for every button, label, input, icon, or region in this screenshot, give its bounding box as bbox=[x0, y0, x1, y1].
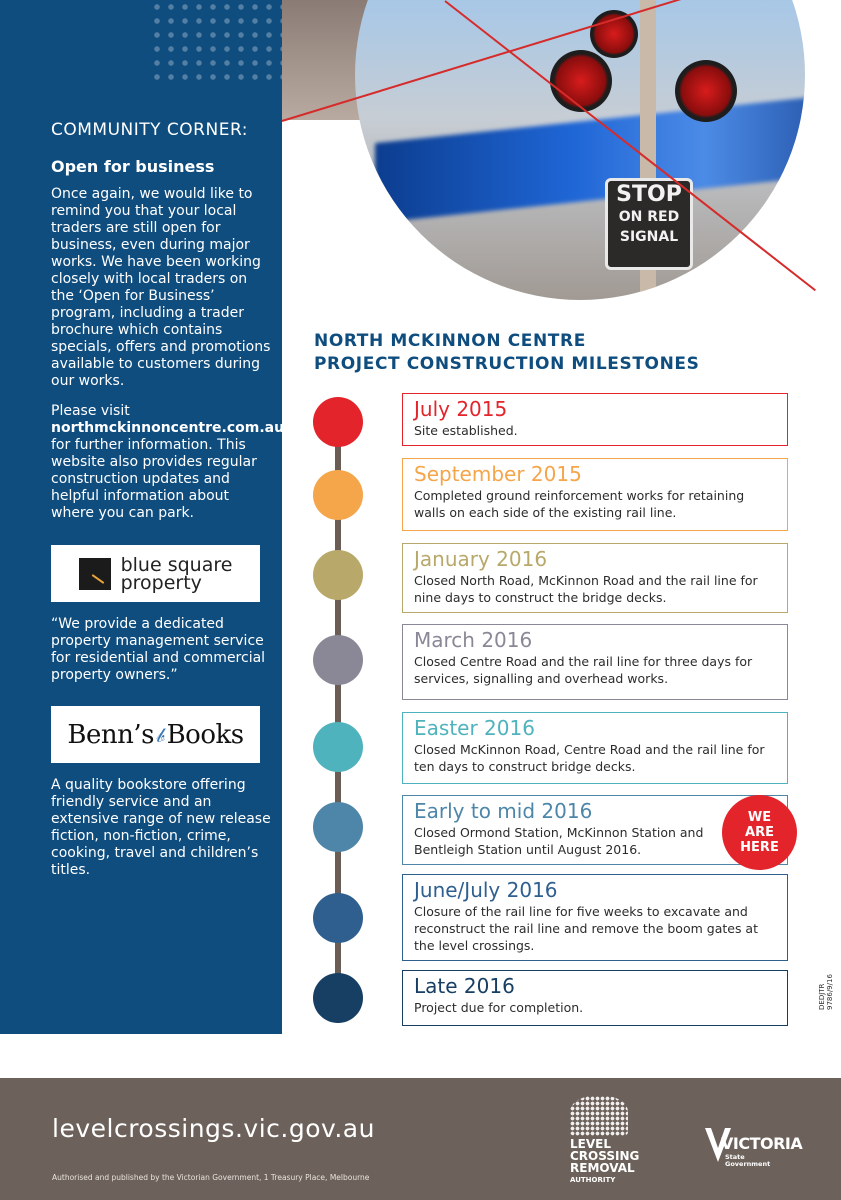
milestone-date: June/July 2016 bbox=[414, 878, 558, 902]
sign-line2: ON RED bbox=[618, 209, 680, 225]
milestone-date: January 2016 bbox=[414, 547, 548, 571]
milestone-card bbox=[402, 624, 788, 700]
milestones-title-line2: PROJECT CONSTRUCTION MILESTONES bbox=[314, 354, 700, 374]
we-are-here-badge bbox=[722, 795, 797, 870]
blue-square-line2: property bbox=[120, 571, 202, 594]
blue-square-line1: blue square bbox=[120, 553, 233, 576]
footer-website-link[interactable]: levelcrossings.vic.gov.au bbox=[52, 1114, 375, 1143]
milestone-date: September 2015 bbox=[414, 462, 582, 486]
lxra-line1: LEVEL bbox=[570, 1137, 611, 1151]
website-info bbox=[51, 403, 285, 522]
footer bbox=[0, 1078, 841, 1200]
milestone-date: Easter 2016 bbox=[414, 716, 535, 740]
milestones-title-line1: NORTH MCKINNON CENTRE bbox=[314, 331, 586, 351]
milestone-card bbox=[402, 393, 788, 446]
milestone-dot bbox=[313, 550, 363, 600]
milestone-dot bbox=[313, 635, 363, 685]
footer-legal-text: Authorised and published by the Victorian Government, 1 Treasury Place, Melbourne bbox=[52, 1173, 370, 1182]
stop-on-red-signal-sign bbox=[605, 178, 693, 270]
milestone-description: Closed Ormond Station, McKinnon Station and Bentleigh Station until August 2016. bbox=[414, 825, 704, 857]
milestone-date: Early to mid 2016 bbox=[414, 799, 593, 823]
milestone-description: Closed North Road, McKinnon Road and the rail line for nine days to construct the bridge decks. bbox=[414, 573, 758, 605]
milestone-card bbox=[402, 970, 788, 1026]
victoria-word: VICTORIA bbox=[721, 1134, 803, 1153]
decorative-dots bbox=[150, 0, 282, 80]
milestone-dot bbox=[313, 802, 363, 852]
benns-text: Benn’s bbox=[67, 719, 154, 750]
open-for-business-heading: Open for business bbox=[51, 157, 215, 176]
community-corner-heading: COMMUNITY CORNER: bbox=[51, 120, 248, 140]
milestone-description: Closed Centre Road and the rail line for three days for services, signalling and overhead works. bbox=[414, 654, 753, 686]
milestone-dot bbox=[313, 973, 363, 1023]
milestone-date: July 2015 bbox=[414, 397, 508, 421]
milestone-description: Completed ground reinforcement works for retaining walls on each side of the existing rail line. bbox=[414, 488, 745, 520]
level-crossing-photo bbox=[355, 0, 805, 300]
lxra-dots-icon bbox=[570, 1096, 628, 1136]
vic-sub1: State bbox=[725, 1153, 745, 1161]
blue-square-quote: “We provide a dedicated property management service for residential and commercial property owners.” bbox=[51, 616, 266, 683]
milestone-date: Late 2016 bbox=[414, 974, 515, 998]
milestone-date: March 2016 bbox=[414, 628, 533, 652]
website-link[interactable]: northmckinnoncentre.com.au bbox=[51, 420, 285, 436]
sign-line3: SIGNAL bbox=[619, 229, 679, 245]
milestone-dot bbox=[313, 893, 363, 943]
blue-square-property-logo bbox=[51, 545, 260, 602]
badge-line1: WE bbox=[747, 810, 772, 825]
milestones-title bbox=[314, 330, 699, 376]
milestone-dot bbox=[313, 397, 363, 447]
milestone-card bbox=[402, 543, 788, 613]
level-crossing-removal-authority-logo bbox=[570, 1096, 690, 1191]
benns-books-logo bbox=[51, 706, 260, 763]
books-text: Books bbox=[166, 719, 244, 750]
lxra-line3: REMOVAL bbox=[570, 1161, 635, 1175]
milestone-description: Site established. bbox=[414, 423, 518, 438]
signal-lamp-right bbox=[675, 60, 737, 122]
vic-sub2: Government bbox=[725, 1160, 771, 1168]
blue-square-icon bbox=[79, 558, 111, 590]
milestone-card bbox=[402, 874, 788, 961]
milestone-dot bbox=[313, 470, 363, 520]
victoria-state-government-logo bbox=[703, 1126, 803, 1176]
lxra-line2: CROSSING bbox=[570, 1149, 640, 1163]
badge-line2: ARE bbox=[745, 825, 774, 840]
milestone-description: Closure of the rail line for five weeks to excavate and reconstruct the rail line and remove the boom gates at the level crossings. bbox=[414, 904, 758, 953]
badge-line3: HERE bbox=[740, 840, 779, 855]
milestone-dot bbox=[313, 722, 363, 772]
lxra-line4: AUTHORITY bbox=[570, 1176, 616, 1184]
community-corner-panel bbox=[0, 0, 285, 1034]
visit-prefix: Please visit bbox=[51, 403, 130, 419]
reference-code: DEDJTR 9786/9/16 bbox=[818, 974, 834, 1010]
milestone-card bbox=[402, 458, 788, 531]
milestone-description: Closed McKinnon Road, Centre Road and the rail line for ten days to construct bridge decks. bbox=[414, 742, 765, 774]
sign-line1: STOP bbox=[616, 182, 682, 207]
milestone-card bbox=[402, 712, 788, 784]
open-for-business-text: Once again, we would like to remind you that your local traders are still open for business, even during major works. We have been working closely with local traders on the ‘Open for Business’ program, including a trader brochure which contains specials, offers and promotions available to customers during our works. bbox=[51, 186, 271, 389]
milestone-description: Project due for completion. bbox=[414, 1000, 584, 1015]
benns-books-description: A quality bookstore offering friendly service and an extensive range of new release fiction, non-fiction, crime, cooking, travel and children’s titles. bbox=[51, 777, 271, 878]
signal-lamp-left bbox=[550, 50, 612, 112]
open-book-icon: 𝒷 bbox=[155, 722, 165, 747]
website-suffix: for further information. This website also provides regular construction updates and helpful information about where you can park. bbox=[51, 437, 257, 521]
